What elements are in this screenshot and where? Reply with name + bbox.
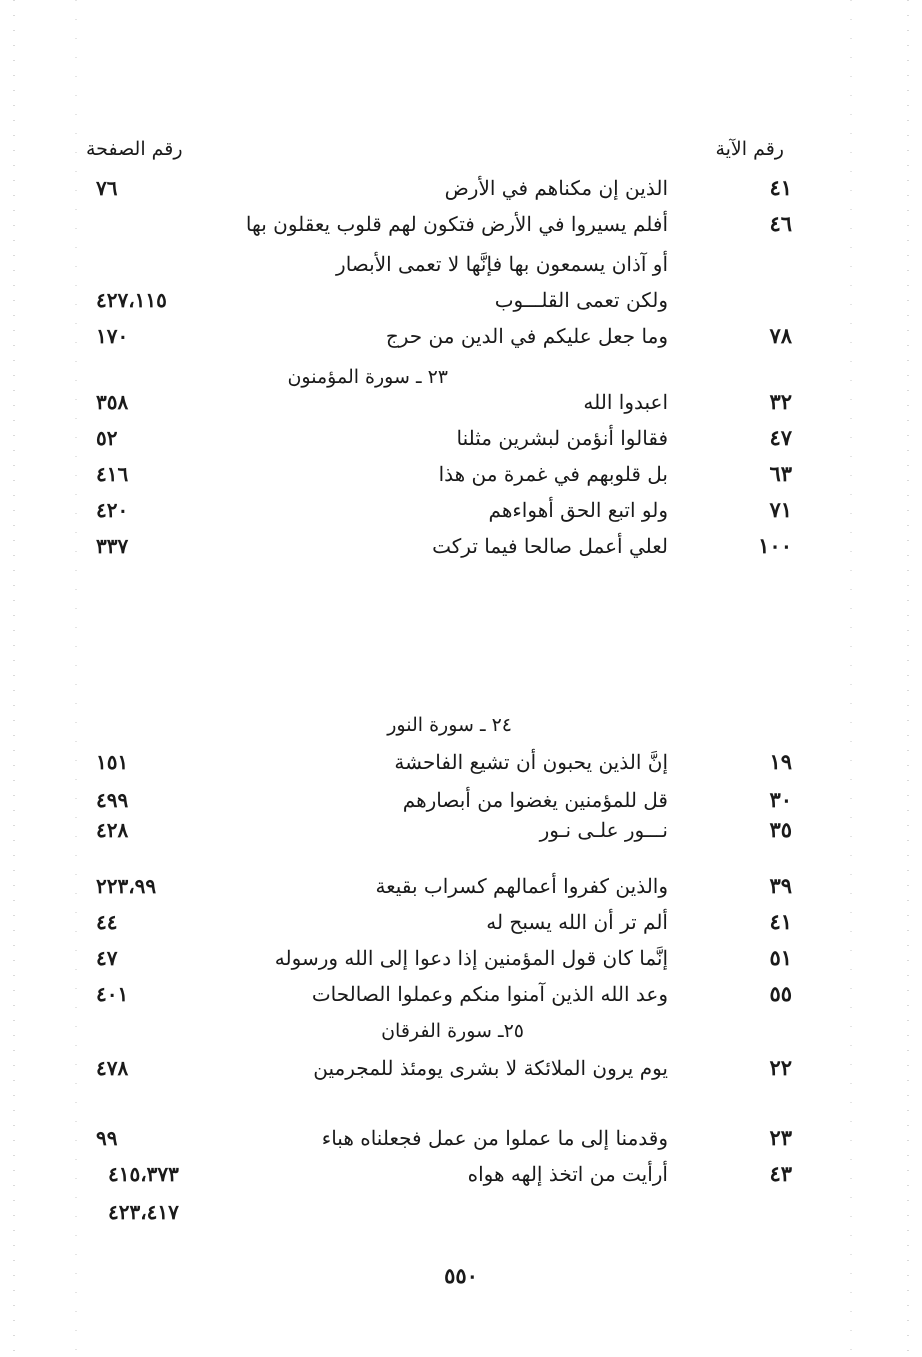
page-ref: ٣٥٨: [96, 390, 129, 414]
verse-number: ٤١: [769, 175, 792, 200]
verse-text: وعد الله الذين آمنوا منكم وعملوا الصالحات: [311, 982, 668, 1006]
page-ref: ٣٣٧: [96, 534, 129, 558]
verse-number: ٢٢: [769, 1055, 792, 1080]
verse-number-column-header: رقم الآية: [715, 138, 784, 160]
page-ref: ٤٢٣،٤١٧: [108, 1200, 179, 1224]
verse-text: إنَّ الذين يحبون أن تشيع الفاحشة: [394, 750, 668, 774]
page-ref: ٢٢٣،٩٩: [96, 874, 157, 898]
verse-number: ٣٢: [769, 389, 792, 414]
surah-heading: ٢٥ـ سورة الفرقان: [381, 1020, 524, 1042]
verse-number: ٧١: [769, 497, 792, 522]
verse-number: ٣٩: [769, 873, 792, 898]
verse-text: ألم تر أن الله يسبح له: [486, 910, 668, 934]
verse-text: والذين كفروا أعمالهم كسراب بقيعة: [375, 874, 668, 898]
page-ref: ٤٧: [96, 946, 118, 970]
index-row: [0, 784, 922, 816]
page-ref: ٤٢٠: [96, 498, 129, 522]
verse-text: إنَّما كان قول المؤمنين إذا دعوا إلى الله ورسوله: [274, 946, 668, 970]
verse-text: قل للمؤمنين يغضوا من أبصارهم: [402, 788, 668, 812]
verse-number: ٤٦: [769, 211, 792, 236]
index-row: [0, 942, 922, 974]
verse-text: أو آذان يسمعون بها فإنَّها لا تعمى الأبصار: [336, 252, 668, 276]
index-row: [0, 386, 922, 418]
verse-text: يوم يرون الملائكة لا بشرى يومئذ للمجرمين: [313, 1056, 668, 1080]
verse-text: أرأيت من اتخذ إلهه هواه: [467, 1162, 668, 1186]
page-ref: ٤٩٩: [96, 788, 129, 812]
index-row: [0, 208, 922, 240]
verse-text: أفلم يسيروا في الأرض فتكون لهم قلوب يعقلون بها: [245, 212, 668, 236]
verse-text: وما جعل عليكم في الدين من حرج: [385, 324, 668, 348]
page-ref: ٤٠١: [96, 982, 129, 1006]
page-number-column-header: رقم الصفحة: [86, 138, 183, 160]
index-row: [0, 1122, 922, 1154]
verse-text: بل قلوبهم في غمرة من هذا: [438, 462, 668, 486]
index-row: [0, 248, 922, 280]
index-row: [0, 494, 922, 526]
verse-text: اعبدوا الله: [583, 390, 668, 414]
index-row: [0, 978, 922, 1010]
verse-number: ١٩: [769, 749, 792, 774]
page-ref: ١٧٠: [96, 324, 129, 348]
surah-heading: ٢٤ ـ سورة النور: [387, 714, 512, 736]
verse-text: ولو اتبع الحق أهواءهم: [488, 498, 668, 522]
index-row: [0, 172, 922, 204]
index-row: [0, 422, 922, 454]
verse-number: ٣٠: [769, 787, 792, 812]
page-ref: ٤٤: [96, 910, 118, 934]
verse-text: الذين إن مكناهم في الأرض: [444, 176, 668, 200]
verse-number: ٦٣: [769, 461, 792, 486]
verse-text: ولكن تعمى القلـــوب: [494, 288, 668, 312]
verse-number: ١٠٠: [758, 533, 792, 558]
verse-number: ٥٥: [769, 981, 792, 1006]
verse-number: ٣٥: [769, 817, 792, 842]
verse-number: ٧٨: [769, 323, 792, 348]
index-row: [0, 458, 922, 490]
page-ref: ٤٢٨: [96, 818, 129, 842]
page-ref: ١٥١: [96, 750, 129, 774]
verse-number: ٥١: [769, 945, 792, 970]
verse-text: نـــور علـى نـور: [539, 818, 668, 842]
index-row: [0, 1052, 922, 1084]
index-row: [0, 906, 922, 938]
verse-number: ٢٣: [769, 1125, 792, 1150]
page-ref: ٤٢٧،١١٥: [96, 288, 167, 312]
index-row: [0, 870, 922, 902]
index-row: [0, 530, 922, 562]
page-ref: ٧٦: [96, 176, 118, 200]
verse-text: فقالوا أنؤمن لبشرين مثلنا: [456, 426, 668, 450]
verse-text: وقدمنا إلى ما عملوا من عمل فجعلناه هباء: [321, 1126, 668, 1150]
verse-number: ٤٣: [769, 1161, 792, 1186]
page-ref: ٤١٥،٣٧٣: [108, 1162, 179, 1186]
index-row: [0, 284, 922, 316]
page-ref: ٩٩: [96, 1126, 118, 1150]
page-ref: ٥٢: [96, 426, 118, 450]
surah-heading: ٢٣ ـ سورة المؤمنون: [287, 366, 448, 388]
page-ref: ٤٧٨: [96, 1056, 129, 1080]
index-row: [0, 320, 922, 352]
index-row: [0, 1196, 922, 1228]
index-row: [0, 814, 922, 846]
verse-text: لعلي أعمل صالحا فيما تركت: [432, 534, 668, 558]
verse-number: ٤١: [769, 909, 792, 934]
index-row: [0, 1158, 922, 1190]
verse-number: ٤٧: [769, 425, 792, 450]
page-ref: ٤١٦: [96, 462, 129, 486]
page-number: ٥٥٠: [444, 1263, 478, 1288]
index-row: [0, 746, 922, 778]
